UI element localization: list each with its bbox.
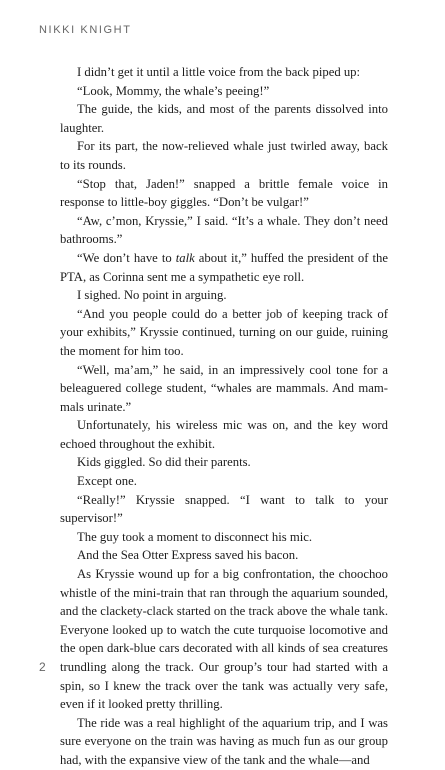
paragraph: I didn’t get it until a little voice from the back piped up: [77,65,361,79]
paragraph: “Aw, c’mon, Kryssie,” I said. “It’s a whale. They don’t need bathrooms.” [60,213,388,247]
paragraph: “And you people could do a better job of keeping track of your exhibits,” Kryssie continued, turning on our guide, ruining the moment for him too. [60,306,388,358]
paragraph: Unfortunately, his wireless mic was on, and the key word echoed throughout the exhibit. [60,418,388,451]
emphasis-text: talk [175,250,195,265]
body-text [60,63,388,770]
paragraph: Except one. [77,474,137,489]
paragraph: For its part, the now-relieved whale just twirled away, back to its rounds. [60,139,388,172]
paragraph: And the Sea Otter Express saved his bacon. [77,548,299,563]
paragraph-text: about it,” huffed the president of the PTA, as Corinna sent me a sympathetic eye roll. [60,250,389,284]
paragraph [60,249,388,286]
paragraph: “Look, Mommy, the whale’s peeing!” [77,83,270,98]
paragraph: The guide, the kids, and most of the parents dissolved into laughter. [60,102,388,135]
page-number: 2 [39,660,46,674]
paragraph: “Really!” Kryssie snapped. “I want to talk to your supervisor!” [60,492,388,526]
paragraph: The ride was a real highlight of the aquarium trip, and I was sure everyone on the train was having as much fun as our group had, with the expansive view of the tank and the whale—and [60,715,388,767]
paragraph: Kids giggled. So did their parents. [77,455,251,470]
paragraph: The guy took a moment to disconnect his mic. [77,529,313,544]
paragraph: “Stop that, Jaden!” snapped a brittle female voice in response to little-boy giggles. “Don’t be vulgar!” [60,176,388,210]
paragraph: As Kryssie wound up for a big confrontation, the choochoo whistle of the mini-train that ran through the aquarium sounded, and the clackety-clack started on the track above the whale tank. Everyone looked up to watch the cute turquoise locomotive and the open dark-blue cars decorated with all kinds of sea creatures trundling along the track. Our group’s tour had started with a spin, so I knew the track over the tank was actually very safe, even if it looked pretty thrilling. [60,567,388,712]
paragraph-text: “We don’t have to [77,250,176,265]
running-head: NIKKI KNIGHT [39,24,132,36]
paragraph: I sighed. No point in arguing. [77,288,227,303]
paragraph: “Well, ma’am,” he said, in an impressively cool tone for a beleaguered college student, “whales are mammals. And mammals urinate.” [60,362,388,414]
